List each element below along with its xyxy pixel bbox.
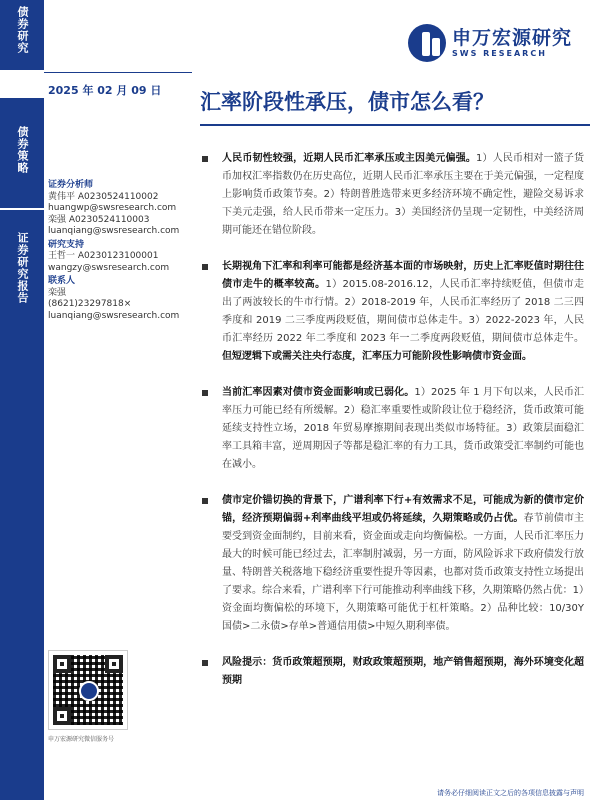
analyst-panel bbox=[48, 178, 196, 322]
left-sidebar bbox=[0, 0, 44, 800]
bullet-headline: 当前汇率因素对债市资金面影响或已弱化。 bbox=[222, 387, 415, 398]
bullet-headline: 债市定价锚切换的背景下，广谱利率下行+有效需求不足，可能成为新的债市定价锚，经济预期偏弱+利率曲线平坦或仍将延续，久期策略或仍占优。 bbox=[222, 495, 584, 524]
bullet-body: 1）2015.08-2016.12，人民币汇率持续贬值，但债市走出了两波较长的牛市行情。2）2018-2019 年，人民币汇率经历了 2018 二三四季度和 2019 二三季度两段贬值，期间债市总体走牛。3）2022-2023 年，人民币汇率经历 2022 年二季度和 2023 年一二季度两段贬值，期间债市总体走牛。 bbox=[222, 279, 584, 344]
analyst-name: 栾强 A0230524110003 bbox=[48, 214, 150, 225]
logo-mark-icon bbox=[408, 24, 446, 62]
title-underline bbox=[200, 124, 590, 126]
report-title: 汇率阶段性承压，债市怎么看？ bbox=[200, 90, 494, 114]
company-logo bbox=[408, 24, 572, 62]
summary-bullets bbox=[200, 150, 584, 708]
support-email: wangzy@swsresearch.com bbox=[48, 262, 170, 273]
risk-warning: 风险提示：货币政策超预期，财政政策超预期，地产销售超预期，海外环境变化超预期 bbox=[222, 657, 584, 686]
analyst-heading: 证券分析师 bbox=[48, 180, 94, 190]
bullet-item bbox=[200, 150, 584, 240]
contact-phone: (8621)23297818× bbox=[48, 299, 132, 309]
bullet-conclusion: 但短逻辑下或需关注央行态度，汇率压力可能阶段性影响债市资金面。 bbox=[222, 351, 532, 362]
analyst-name: 黄伟平 A0230524110002 bbox=[48, 191, 159, 202]
bullet-item bbox=[200, 384, 584, 474]
wechat-qr-code bbox=[48, 650, 128, 730]
analyst-email: luanqiang@swsresearch.com bbox=[48, 226, 180, 236]
sidebar-label-report-type: 证券研究报告 bbox=[16, 232, 29, 304]
bullet-body: 1）人民币相对一篮子货币加权汇率指数仍在历史高位，近期人民币汇率承压主要在于美元偏强，一定程度上影响货币政策节奏。2）特朗普胜选带来更多经济环境不确定性，避险交易诉求下美元走强，给人民币带来一定压力。3）美国经济仍呈现一定韧性，中美经济周期可能还在错位阶段。 bbox=[222, 153, 585, 236]
bullet-headline: 长期视角下汇率和利率可能都是经济基本面的市场映射，历史上汇率贬值时期往往债市走牛的概率较高。 bbox=[222, 261, 584, 290]
report-date: 2025 年 02 月 09 日 bbox=[48, 84, 162, 97]
sidebar-label-bond-research: 债券研究 bbox=[16, 6, 29, 54]
contact-name: 栾强 bbox=[48, 287, 67, 298]
bullet-body: 春节前债市主要受到资金面制约，目前来看，资金面或走向均衡偏松。一方面，人民币汇率压力最大的时候可能已经过去，汇率制肘减弱，另一方面，防风险诉求下政府债发行放量、特朗普关税落地下稳经济重要性提升等因素，也都对货币政策支持性立场提出了要求。综合来看，广谱利率下行可能推动利率曲线下移，久期策略仍然占优：1）资金面均衡偏松的环境下，久期策略可能优于杠杆策略。2）品种比较：10/30Y 国债>二永债>存单>普通信用债>中短久期利率债。 bbox=[222, 513, 585, 632]
logo-name-cn: 申万宏源研究 bbox=[452, 27, 573, 49]
qr-caption: 申万宏源研究微信服务号 bbox=[48, 736, 115, 743]
qr-finder-icon bbox=[53, 655, 71, 673]
support-name: 王哲一 A0230123100001 bbox=[48, 251, 159, 261]
analyst-email: huangwp@swsresearch.com bbox=[48, 203, 177, 213]
bullet-item bbox=[200, 258, 584, 366]
disclaimer-footer: 请务必仔细阅读正文之后的各项信息披露与声明 bbox=[437, 789, 584, 797]
bullet-item bbox=[200, 492, 584, 636]
contact-email: luanqiang@swsresearch.com bbox=[48, 310, 180, 321]
qr-logo-icon bbox=[79, 681, 99, 701]
header-divider bbox=[44, 72, 192, 73]
logo-name-en: SWS RESEARCH bbox=[452, 49, 547, 58]
bullet-headline: 人民币韧性较强，近期人民币汇率承压或主因美元偏强。 bbox=[222, 153, 477, 164]
logo-text bbox=[452, 27, 572, 59]
research-support-heading: 研究支持 bbox=[48, 239, 85, 250]
bullet-body: 1）2025 年 1 月下旬以来，人民币汇率压力可能已经有所缓解。2）稳汇率重要性或阶段让位于稳经济，货币政策可能延续支持性立场，2018 年贸易摩擦期间表现出类似市场特征。3）政策层面稳汇率工具箱丰富，逆周期因子等都是稳汇率的有力工具，货币政策受汇率制约可能也在减小。 bbox=[222, 387, 585, 470]
sidebar-label-bond-strategy: 债券策略 bbox=[16, 126, 29, 174]
contact-heading: 联系人 bbox=[48, 276, 76, 286]
qr-finder-icon bbox=[53, 707, 71, 725]
bullet-item-risk bbox=[200, 654, 584, 690]
qr-finder-icon bbox=[105, 655, 123, 673]
